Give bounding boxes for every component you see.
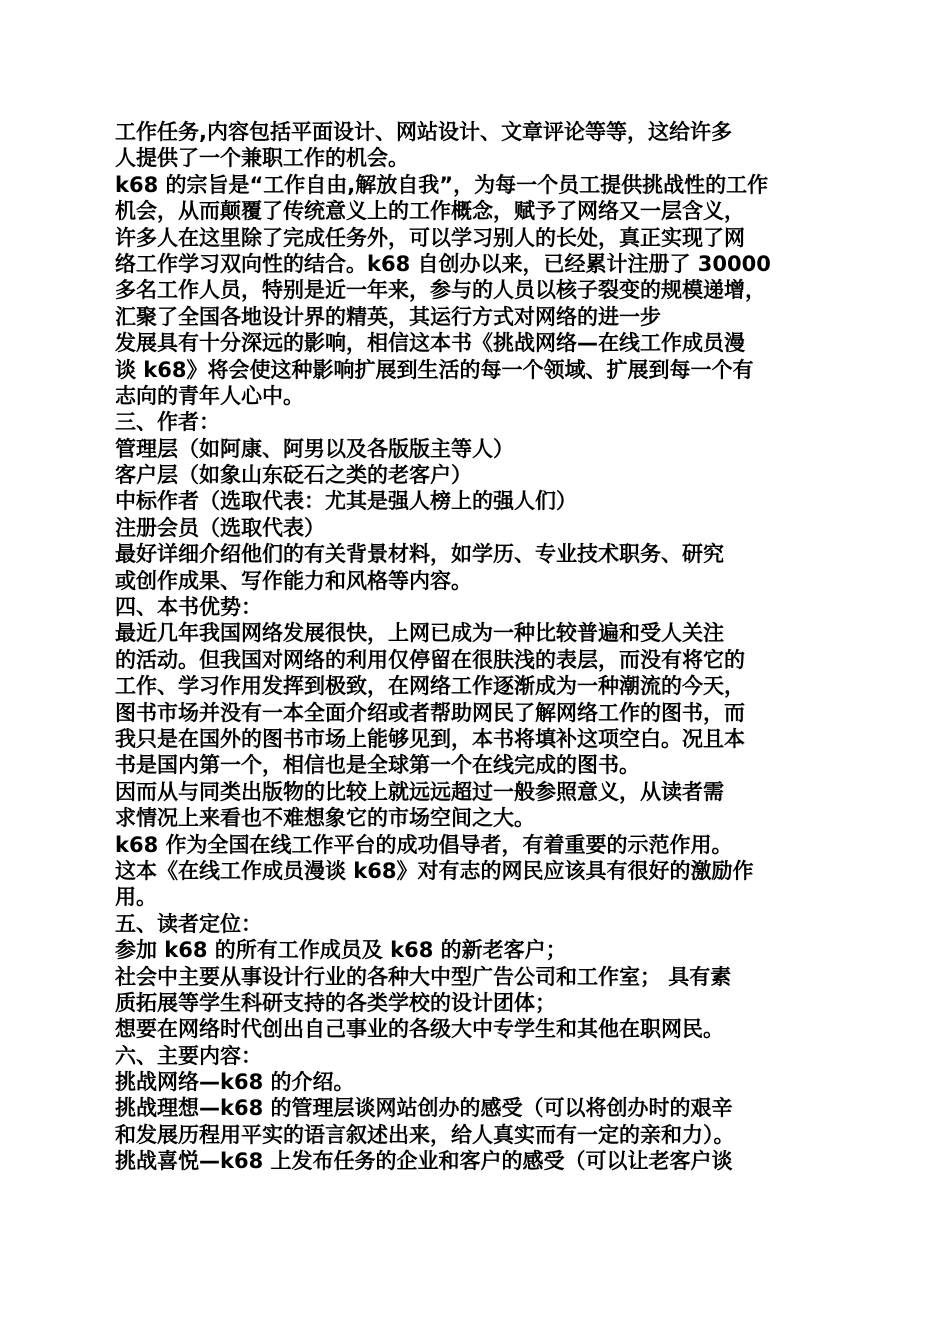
text-line: 最好详细介绍他们的有关背景材料，如学历、专业技术职务、研究	[115, 542, 724, 567]
text-line: 人提供了一个兼职工作的机会。	[115, 146, 409, 171]
text-line: 和发展历程用平实的语言叙述出来，给人真实而有一定的亲和力）。	[115, 1122, 735, 1147]
text-line: 因而从与同类出版物的比较上就远远超过一般参照意义，从读者需	[115, 779, 724, 804]
text-line: 的活动。但我国对网络的利用仅停留在很肤浅的表层，而没有将它的	[115, 647, 745, 672]
text-line: 求情况上来看也不难想象它的市场空间之大。	[115, 806, 535, 831]
text-line: 谈 k68》将会使这种影响扩展到生活的每一个领域、扩展到每一个有	[115, 357, 754, 382]
text-line: 最近几年我国网络发展很快，上网已成为一种比较普遍和受人关注	[115, 621, 724, 646]
text-line: 图书市场并没有一本全面介绍或者帮助网民了解网络工作的图书，而	[115, 700, 745, 725]
text-line: 挑战网络—k68 的介绍。	[115, 1070, 355, 1095]
section-heading: 三、作者：	[115, 410, 220, 435]
section-heading: 五、读者定位：	[115, 911, 262, 936]
text-line: 中标作者（选取代表：尤其是强人榜上的强人们）	[115, 489, 577, 514]
text-line: 工作、学习作用发挥到极致，在网络工作逐渐成为一种潮流的今天，	[115, 674, 745, 699]
text-line: 许多人在这里除了完成任务外，可以学习别人的长处，真正实现了网	[115, 225, 745, 250]
text-line: 汇聚了全国各地设计界的精英，其运行方式对网络的进一步	[115, 304, 661, 329]
section-heading: 六、主要内容：	[115, 1043, 262, 1068]
text-line: 志向的青年人心中。	[115, 383, 304, 408]
text-line: 客户层（如象山东砭石之类的老客户）	[115, 463, 472, 488]
text-line: 或创作成果、写作能力和风格等内容。	[115, 568, 472, 593]
text-line: 注册会员（选取代表）	[115, 515, 325, 540]
text-line: 这本《在线工作成员漫谈 k68》对有志的网民应该具有很好的激励作	[115, 858, 754, 883]
text-line: 我只是在国外的图书市场上能够见到，本书将填补这项空白。况且本	[115, 726, 745, 751]
text-line: 多名工作人员，特别是近一年来，参与的人员以核子裂变的规模递增，	[115, 278, 766, 303]
text-line: 机会，从而颠覆了传统意义上的工作概念，赋予了网络又一层含义，	[115, 199, 745, 224]
text-line: 挑战理想—k68 的管理层谈网站创办的感受（可以将创办时的艰辛	[115, 1096, 733, 1121]
text-line: 挑战喜悦—k68 上发布任务的企业和客户的感受（可以让老客户谈	[115, 1149, 733, 1174]
document-body	[115, 119, 845, 1175]
text-line: 社会中主要从事设计行业的各种大中型广告公司和工作室； 具有素	[115, 964, 732, 989]
text-line: 络工作学习双向性的结合。k68 自创办以来，已经累计注册了 30000	[115, 251, 771, 276]
text-line: 参加 k68 的所有工作成员及 k68 的新老客户；	[115, 938, 567, 963]
text-line: 想要在网络时代创出自己事业的各级大中专学生和其他在职网民。	[115, 1017, 724, 1042]
text-line: 质拓展等学生科研支持的各类学校的设计团体；	[115, 990, 556, 1015]
text-line: 工作任务,内容包括平面设计、网站设计、文章评论等等，这给许多	[115, 120, 732, 144]
text-line: 用。	[115, 885, 157, 910]
text-line: k68 的宗旨是“工作自由,解放自我”，为每一个员工提供挑战性的工作	[115, 172, 769, 197]
section-heading: 四、本书优势：	[115, 595, 262, 620]
text-line: 管理层（如阿康、阿男以及各版版主等人）	[115, 436, 514, 461]
text-line: 书是国内第一个，相信也是全球第一个在线完成的图书。	[115, 753, 640, 778]
text-line: k68 作为全国在线工作平台的成功倡导者，有着重要的示范作用。	[115, 832, 733, 857]
text-line: 发展具有十分深远的影响，相信这本书《挑战网络—在线工作成员漫	[115, 331, 745, 356]
